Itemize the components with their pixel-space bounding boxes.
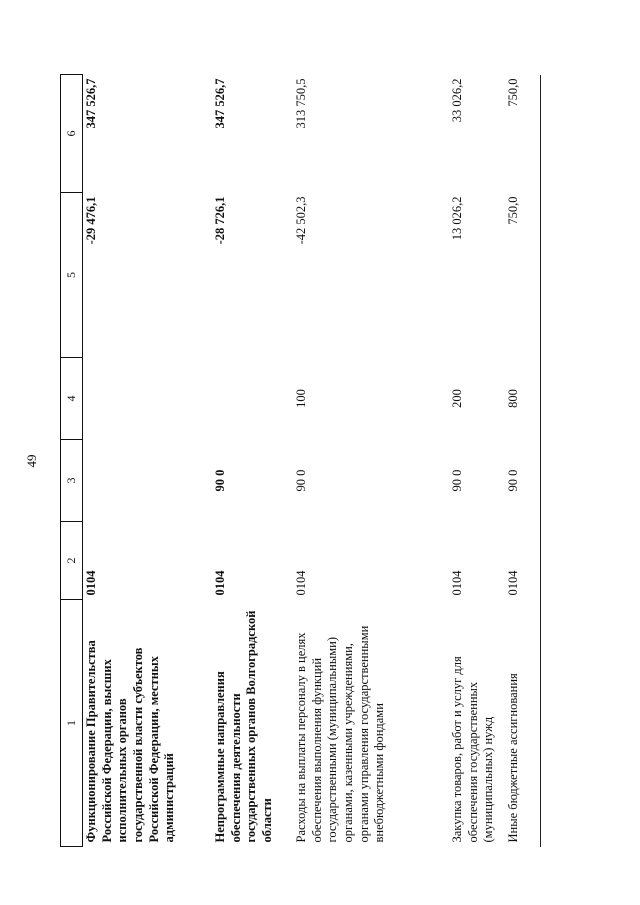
row-expense-type: 800 — [506, 389, 520, 408]
row-article: 90 0 — [294, 469, 308, 492]
row-total: 33 026,2 — [450, 78, 464, 123]
row-expense-type — [212, 358, 293, 440]
column-header: 3 — [61, 440, 83, 522]
table-row — [212, 75, 293, 847]
column-header: 1 — [61, 600, 83, 847]
row-section: 0104 — [506, 570, 520, 596]
page-number: 49 — [24, 454, 39, 468]
row-change: 13 026,2 — [450, 196, 464, 241]
budget-table — [60, 74, 536, 847]
row-change: -28 726,1 — [213, 196, 227, 245]
table-row — [449, 75, 505, 847]
row-article: 90 0 — [213, 469, 227, 492]
row-name: Закупка товаров, работ и услуг для обеспечения государственных (муниципальных) нужд — [450, 656, 496, 843]
table-row — [83, 75, 213, 847]
row-total: 347 526,7 — [84, 78, 98, 129]
row-article: 90 0 — [506, 469, 520, 492]
row-section: 0104 — [450, 570, 464, 596]
row-total: 313 750,5 — [294, 78, 308, 129]
row-section: 0104 — [213, 570, 227, 596]
row-article — [83, 440, 213, 522]
column-header: 6 — [61, 75, 83, 193]
row-change: -42 502,3 — [294, 196, 308, 245]
row-expense-type: 200 — [450, 389, 464, 408]
row-change: 750,0 — [506, 196, 520, 225]
column-header: 4 — [61, 358, 83, 440]
row-total: 750,0 — [506, 78, 520, 107]
table-row — [293, 75, 449, 847]
table-row — [505, 75, 536, 847]
column-header: 2 — [61, 522, 83, 600]
table-bottom-rule — [540, 75, 541, 847]
row-total: 347 526,7 — [213, 78, 227, 129]
column-header: 5 — [61, 193, 83, 358]
row-name: Расходы на выплаты персоналу в целях обеспечения выполнения функций государственными (муниципальными) органами, казенными учреждениями, органами управления государственными внебюджетными фондами — [294, 625, 387, 843]
row-name: Иные бюджетные ассигнования — [506, 673, 520, 843]
row-name: Непрограммные направления обеспечения деятельности государственных органов Волгоградской области — [213, 610, 274, 843]
row-expense-type — [83, 358, 213, 440]
row-article: 90 0 — [450, 469, 464, 492]
row-section: 0104 — [84, 570, 98, 596]
header-row — [61, 75, 83, 847]
row-expense-type: 100 — [294, 389, 308, 408]
row-change: -29 476,1 — [84, 196, 98, 245]
row-section: 0104 — [294, 570, 308, 596]
row-name: Функционирование Правительства Российской Федерации, высших исполнительных органов государственной власти субъектов Российской Федерации, местных администраций — [84, 640, 177, 843]
